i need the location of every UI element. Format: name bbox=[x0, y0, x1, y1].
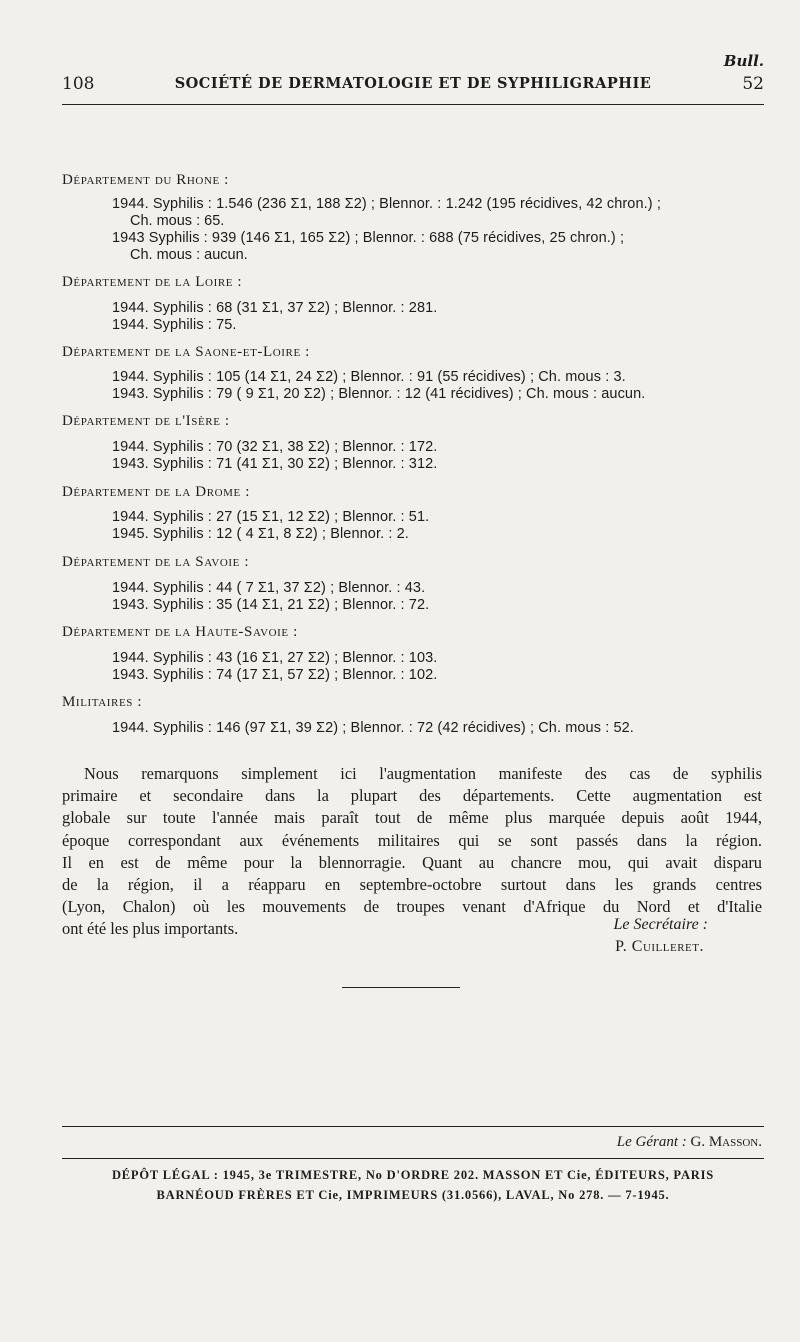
page-number: 108 bbox=[62, 74, 95, 94]
running-title: SOCIÉTÉ DE DERMATOLOGIE ET DE SYPHILIGRAPHIE bbox=[174, 75, 652, 92]
stat-line: Ch. mous : 65. bbox=[130, 213, 225, 229]
department-heading: Département de la Saone-et-Loire : bbox=[62, 344, 310, 360]
stat-line: 1944. Syphilis : 146 (97 Σ1, 39 Σ2) ; Blennor. : 72 (42 récidives) ; Ch. mous : 52. bbox=[112, 720, 634, 736]
department-heading: Département de la Savoie : bbox=[62, 554, 250, 570]
footer-bottom-rule bbox=[62, 1158, 764, 1159]
signature-name: P. Cuilleret. bbox=[615, 938, 704, 955]
paragraph-line: de la région, il a réapparu en septembre-octobre surtout dans les grands centres bbox=[62, 875, 762, 895]
stat-line: 1943. Syphilis : 74 (17 Σ1, 57 Σ2) ; Blennor. : 102. bbox=[112, 667, 438, 683]
stat-line: 1943. Syphilis : 35 (14 Σ1, 21 Σ2) ; Blennor. : 72. bbox=[112, 597, 430, 613]
running-header bbox=[62, 74, 764, 96]
stat-line: 1944. Syphilis : 75. bbox=[112, 317, 237, 333]
stat-line: 1944. Syphilis : 105 (14 Σ1, 24 Σ2) ; Blennor. : 91 (55 récidives) ; Ch. mous : 3. bbox=[112, 369, 626, 385]
paragraph-line: primaire et secondaire dans la plupart des départements. Cette augmentation est bbox=[62, 786, 762, 806]
stat-line: 1943. Syphilis : 71 (41 Σ1, 30 Σ2) ; Blennor. : 312. bbox=[112, 456, 438, 472]
department-heading: Département de la Loire : bbox=[62, 274, 243, 290]
header-rule bbox=[62, 104, 764, 105]
paragraph-line: époque correspondant aux événements militaires qui se sont passés dans la région. bbox=[62, 830, 762, 850]
paragraph-line: (Lyon, Chalon) où les mouvements de troupes venant d'Afrique du Nord et d'Italie bbox=[62, 897, 762, 917]
gerant-role: Le Gérant : bbox=[616, 1134, 687, 1150]
stat-line: Ch. mous : aucun. bbox=[130, 247, 248, 263]
stat-line: 1944. Syphilis : 1.546 (236 Σ1, 188 Σ2) ; Blennor. : 1.242 (195 récidives, 42 chron.) ; bbox=[112, 196, 661, 212]
department-heading: Département du Rhone : bbox=[62, 172, 229, 188]
stat-line: 1944. Syphilis : 27 (15 Σ1, 12 Σ2) ; Blennor. : 51. bbox=[112, 509, 430, 525]
stat-line: 1944. Syphilis : 43 (16 Σ1, 27 Σ2) ; Blennor. : 103. bbox=[112, 650, 438, 666]
stat-line: 1944. Syphilis : 68 (31 Σ1, 37 Σ2) ; Blennor. : 281. bbox=[112, 300, 438, 316]
signature-role: Le Secrétaire : bbox=[613, 916, 708, 933]
section-end-rule bbox=[342, 987, 460, 988]
department-heading: Département de la Haute-Savoie : bbox=[62, 624, 298, 640]
commentary-paragraph bbox=[62, 763, 762, 941]
paragraph-line: Il en est de même pour la blennorragie. Quant au chancre mou, qui avait disparu bbox=[62, 852, 762, 872]
gerant-name: G. Masson. bbox=[690, 1134, 762, 1150]
journal-abbreviation: Bull. bbox=[723, 52, 764, 70]
volume-number: 52 bbox=[742, 74, 764, 94]
printer-line: BARNÉOUD FRÈRES ET Cie, IMPRIMEURS (31.0566), LAVAL, No 278. — 7-1945. bbox=[156, 1188, 670, 1202]
legal-deposit-line: DÉPÔT LÉGAL : 1945, 3e TRIMESTRE, No D'ORDRE 202. MASSON ET Cie, ÉDITEURS, PARIS bbox=[111, 1168, 715, 1182]
gerant-line bbox=[617, 1134, 762, 1151]
stat-line: 1943. Syphilis : 79 ( 9 Σ1, 20 Σ2) ; Blennor. : 12 (41 récidives) ; Ch. mous : aucun. bbox=[112, 386, 646, 402]
paragraph-line: ont été les plus importants. bbox=[62, 919, 239, 939]
stat-line: 1945. Syphilis : 12 ( 4 Σ1, 8 Σ2) ; Blennor. : 2. bbox=[112, 526, 409, 542]
paragraph-line: Nous remarquons simplement ici l'augmentation manifeste des cas de syphilis bbox=[84, 764, 762, 783]
department-heading: Militaires : bbox=[62, 694, 143, 710]
stat-line: 1944. Syphilis : 70 (32 Σ1, 38 Σ2) ; Blennor. : 172. bbox=[112, 439, 438, 455]
department-heading: Département de la Drome : bbox=[62, 484, 250, 500]
paragraph-line: globale sur toute l'année mais paraît tout de même plus marquée depuis août 1944, bbox=[62, 808, 762, 828]
footer-top-rule bbox=[62, 1126, 764, 1127]
department-heading: Département de l'Isère : bbox=[62, 413, 230, 429]
stat-line: 1944. Syphilis : 44 ( 7 Σ1, 37 Σ2) ; Blennor. : 43. bbox=[112, 580, 426, 596]
stat-line: 1943 Syphilis : 939 (146 Σ1, 165 Σ2) ; Blennor. : 688 (75 récidives, 25 chron.) ; bbox=[112, 230, 625, 246]
